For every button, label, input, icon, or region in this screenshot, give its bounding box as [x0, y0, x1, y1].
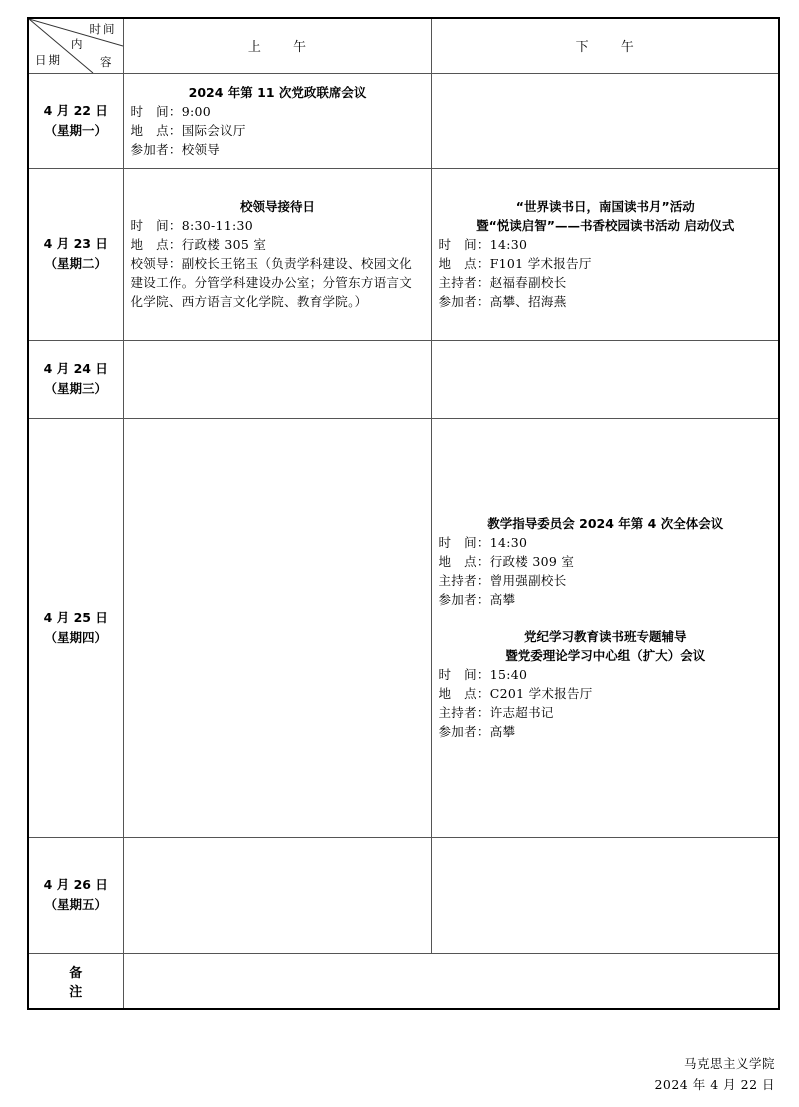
date-label: 4 月 22 日 — [43, 102, 108, 118]
date-label: 4 月 25 日 — [43, 609, 108, 625]
event-detail: 时 间：9:00 — [130, 103, 211, 119]
event-detail: 主持者：赵福春副校长 — [438, 275, 567, 290]
event-detail: 时 间：8:30-11:30 — [130, 218, 254, 233]
date-label: 4 月 26 日 — [43, 877, 108, 892]
event-block — [432, 514, 779, 609]
event-detail: 时 间：14:30 — [438, 535, 528, 550]
corner-header-cell — [29, 19, 123, 73]
date-cell — [29, 418, 123, 837]
event-title: 校领导接待日 — [239, 199, 315, 214]
afternoon-cell — [431, 73, 778, 168]
event-detail: 参加者：高攀 — [438, 592, 516, 607]
weekday-label: （星期二） — [44, 256, 107, 271]
afternoon-cell — [431, 418, 778, 837]
date-label: 4 月 24 日 — [43, 361, 108, 376]
event-title: 教学指导委员会 2024 年第 4 次全体会议 — [487, 516, 724, 531]
corner-time-label: 时间 — [89, 22, 117, 36]
schedule-table — [29, 19, 778, 1008]
date-label: 4 月 23 日 — [43, 236, 108, 251]
weekday-label: （星期三） — [44, 381, 107, 396]
date-cell — [29, 340, 123, 418]
event-title: 暨党委理论学习中心组（扩大）会议 — [505, 648, 706, 663]
event-title: 党纪学习教育读书班专题辅导 — [523, 629, 687, 644]
afternoon-header: 下 午 — [431, 19, 778, 73]
event-block — [432, 627, 779, 741]
event-detail: 校领导：副校长王铭玉（负责学科建设、校园文化建设工作。分管学科建设办公室；分管东方语言文化学院、西方语言文化学院、教育学院。） — [130, 256, 413, 309]
event-detail: 主持者：曾用强副校长 — [438, 573, 567, 588]
event-detail: 时 间：15:40 — [438, 667, 528, 682]
event-detail: 地 点：C201 学术报告厅 — [438, 686, 593, 701]
date-cell — [29, 837, 123, 953]
event-detail: 时 间：14:30 — [438, 237, 528, 252]
notes-label: 备 注 — [29, 953, 123, 1008]
day-row — [29, 168, 778, 340]
event-detail: 地 点：国际会议厅 — [130, 122, 246, 138]
afternoon-cell — [431, 168, 778, 340]
day-row — [29, 837, 778, 953]
event-detail: 主持者：许志超书记 — [438, 705, 554, 720]
morning-cell — [123, 340, 431, 418]
day-row — [29, 73, 778, 168]
event-block — [124, 83, 431, 159]
event-detail: 地 点：行政楼 305 室 — [130, 237, 267, 252]
event-title: 暨“悦读启智”——书香校园读书活动 启动仪式 — [476, 218, 735, 233]
corner-content-label-b: 容 — [100, 55, 114, 69]
morning-cell — [123, 418, 431, 837]
event-detail: 地 点：F101 学术报告厅 — [438, 256, 592, 271]
morning-header: 上 午 — [123, 19, 431, 73]
weekday-label: （星期五） — [44, 897, 107, 912]
event-block — [432, 197, 779, 311]
afternoon-cell — [431, 837, 778, 953]
corner-date-label: 日期 — [35, 53, 62, 67]
date-cell — [29, 73, 123, 168]
notes-content — [123, 953, 778, 1008]
afternoon-cell — [431, 340, 778, 418]
event-block — [124, 197, 431, 311]
morning-cell — [123, 168, 431, 340]
corner-content-label-a: 内 — [71, 37, 85, 51]
day-row — [29, 418, 778, 837]
notes-row — [29, 953, 778, 1008]
schedule-sheet — [27, 17, 780, 1010]
date-cell — [29, 168, 123, 340]
footer-org: 马克思主义学院 — [683, 1056, 775, 1071]
footer-date: 2024 年 4 月 22 日 — [654, 1077, 775, 1092]
event-detail: 参加者：高攀 — [438, 724, 516, 739]
event-detail: 地 点：行政楼 309 室 — [438, 554, 575, 569]
weekday-label: （星期一） — [44, 122, 107, 138]
header-row — [29, 19, 778, 73]
day-row — [29, 340, 778, 418]
event-detail: 参加者：校领导 — [130, 141, 221, 157]
weekday-label: （星期四） — [44, 629, 107, 645]
event-title: “世界读书日，南国读书月”活动 — [515, 199, 695, 214]
morning-cell — [123, 73, 431, 168]
event-detail: 参加者：高攀、招海燕 — [438, 294, 567, 309]
morning-cell — [123, 837, 431, 953]
event-title: 2024 年第 11 次党政联席会议 — [188, 84, 367, 100]
